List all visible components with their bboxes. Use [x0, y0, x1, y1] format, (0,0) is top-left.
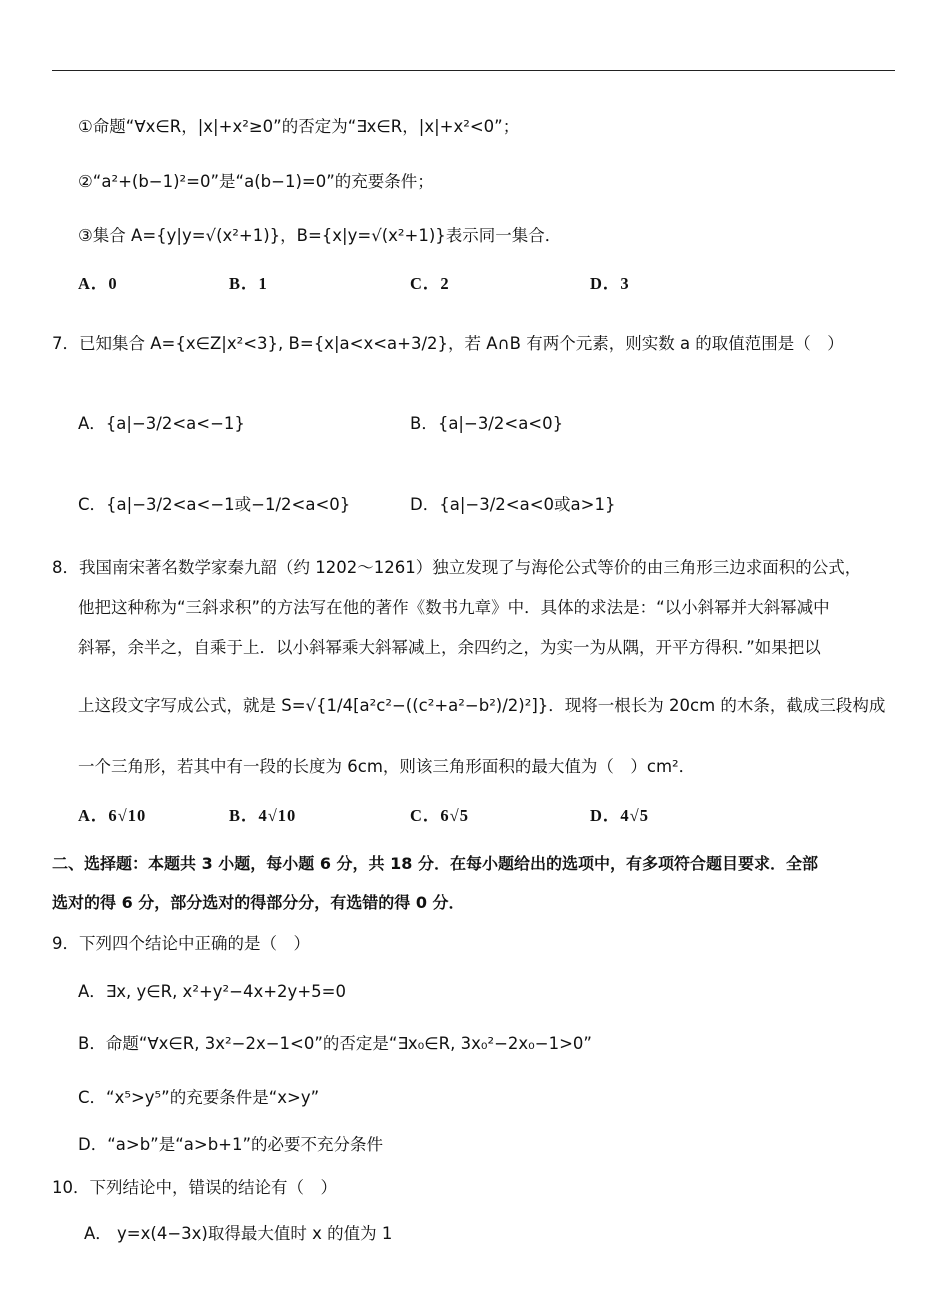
q6-statement-1: ①命题“∀x∈R，|x|+x²≥0”的否定为“∃x∈R，|x|+x²<0”； [78, 117, 520, 136]
q8-stem-line-1: 8．我国南宋著名数学家秦九韶（约 1202～1261）独立发现了与海伦公式等价的由三角形三边求面积的公式， [52, 558, 862, 577]
q8-stem-line-3: 斜幂，余半之，自乘于上．以小斜幂乘大斜幂减上，余四约之，为实一为从隅，开平方得积．”如果把以 [78, 638, 821, 657]
q10-option-a: A． y=x(4−3x)取得最大值时 x 的值为 1 [84, 1224, 393, 1243]
q7-option-d: D．{a|−3/2<a<0或a>1} [410, 495, 616, 514]
q8-option-c: C．6√5 [410, 806, 469, 825]
q9-option-b: B．命题“∀x∈R, 3x²−2x−1<0”的否定是“∃x₀∈R, 3x₀²−2x₀−1>0” [78, 1034, 592, 1053]
q7-option-a: A．{a|−3/2<a<−1} [78, 414, 245, 433]
q9-option-c: C．“x⁵>y⁵”的充要条件是“x>y” [78, 1088, 320, 1107]
q10-stem: 10．下列结论中，错误的结论有（ ） [52, 1178, 337, 1197]
q6-option-a: A．0 [78, 274, 118, 293]
section-2-heading-line-1: 二、选择题：本题共 3 小题，每小题 6 分，共 18 分．在每小题给出的选项中，有多项符合题目要求．全部 [52, 854, 818, 873]
header-rule [52, 70, 895, 71]
q7-option-b: B．{a|−3/2<a<0} [410, 414, 564, 433]
q7-option-c: C．{a|−3/2<a<−1或−1/2<a<0} [78, 495, 351, 514]
q7-stem: 7．已知集合 A={x∈Z|x²<3}, B={x|a<x<a+3/2}，若 A∩B 有两个元素，则实数 a 的取值范围是（ ） [52, 334, 844, 353]
q9-option-a: A．∃x, y∈R, x²+y²−4x+2y+5=0 [78, 982, 346, 1001]
section-2-heading-line-2: 选对的得 6 分，部分选对的得部分分，有选错的得 0 分． [52, 893, 465, 912]
q6-statement-2: ②“a²+(b−1)²=0”是“a(b−1)=0”的充要条件； [78, 172, 434, 191]
q8-option-b: B．4√10 [229, 806, 297, 825]
q6-statement-3: ③集合 A={y|y=√(x²+1)}，B={x|y=√(x²+1)}表示同一集合． [78, 226, 562, 245]
q6-option-b: B．1 [229, 274, 268, 293]
q8-option-a: A．6√10 [78, 806, 147, 825]
q8-stem-line-5: 一个三角形，若其中有一段的长度为 6cm，则该三角形面积的最大值为（ ）cm²． [78, 757, 696, 776]
q6-option-c: C．2 [410, 274, 450, 293]
q9-stem: 9．下列四个结论中正确的是（ ） [52, 934, 310, 953]
q8-option-d: D．4√5 [590, 806, 649, 825]
q9-option-d: D．“a>b”是“a>b+1”的必要不充分条件 [78, 1135, 384, 1154]
q6-option-d: D．3 [590, 274, 630, 293]
q8-stem-line-4-formula: 上这段文字写成公式，就是 S=√{1/4[a²c²−((c²+a²−b²)/2)²]}．现将一根长为 20cm 的木条，截成三段构成 [78, 696, 886, 715]
q8-stem-line-2: 他把这种称为“三斜求积”的方法写在他的著作《数书九章》中．具体的求法是：“以小斜幂并大斜幂减中 [78, 598, 830, 617]
